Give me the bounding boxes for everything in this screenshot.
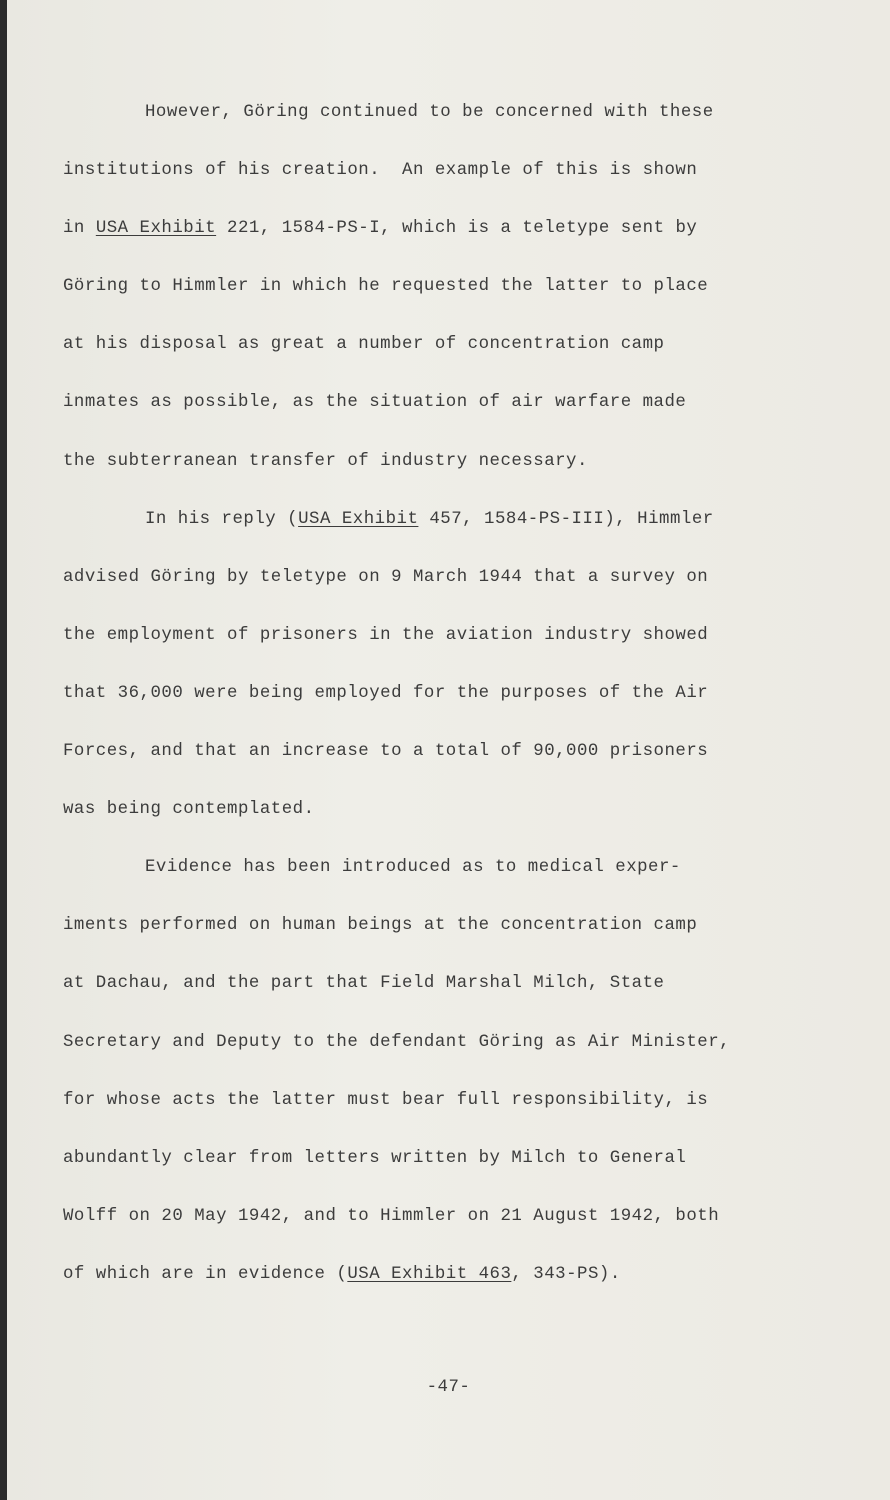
text-line: abundantly clear from letters written by Milch to General	[63, 1148, 687, 1168]
text-line: the subterranean transfer of industry necessary.	[63, 451, 588, 471]
exhibit-reference: USA Exhibit 463	[347, 1264, 512, 1284]
text-line: that 36,000 were being employed for the purposes of the Air	[63, 683, 709, 703]
page-number: -47-	[426, 1378, 471, 1397]
text-line: was being contemplated.	[63, 800, 315, 820]
paragraph-3	[63, 851, 763, 1316]
text-line: Secretary and Deputy to the defendant Göring as Air Minister,	[63, 1032, 731, 1052]
paragraph-1	[63, 96, 763, 503]
text-line: institutions of his creation. An example of this is shown	[63, 161, 698, 181]
text-line: Forces, and that an increase to a total of 90,000 prisoners	[63, 742, 709, 762]
text-line: at his disposal as great a number of concentration camp	[63, 335, 665, 355]
text-line: the employment of prisoners in the aviation industry showed	[63, 625, 709, 645]
text-line: Wolff on 20 May 1942, and to Himmler on 21 August 1942, both	[63, 1206, 720, 1226]
document-body	[63, 96, 763, 1316]
text-line: However, Göring continued to be concerned with these	[145, 103, 714, 122]
text-line: iments performed on human beings at the concentration camp	[63, 916, 698, 936]
exhibit-reference: USA Exhibit	[95, 219, 217, 239]
text-line: inmates as possible, as the situation of air warfare made	[63, 393, 687, 413]
text-line: Evidence has been introduced as to medical exper-	[145, 858, 681, 878]
text-line: at Dachau, and the part that Field Marshal Milch, State	[63, 974, 665, 994]
text-line: Göring to Himmler in which he requested the latter to place	[63, 277, 709, 297]
text-line: of which are in evidence (USA Exhibit 463, 343-PS).	[63, 1264, 621, 1284]
text-line: for whose acts the latter must bear full responsibility, is	[63, 1090, 709, 1110]
exhibit-reference: USA Exhibit	[298, 509, 419, 529]
text-line: In his reply (USA Exhibit 457, 1584-PS-III), Himmler	[145, 509, 714, 529]
paragraph-2	[63, 503, 763, 852]
document-page	[7, 0, 890, 1500]
scan-left-border	[0, 0, 7, 1500]
text-line: in USA Exhibit 221, 1584-PS-I, which is a teletype sent by	[63, 219, 698, 239]
text-line: advised Göring by teletype on 9 March 1944 that a survey on	[63, 567, 709, 587]
